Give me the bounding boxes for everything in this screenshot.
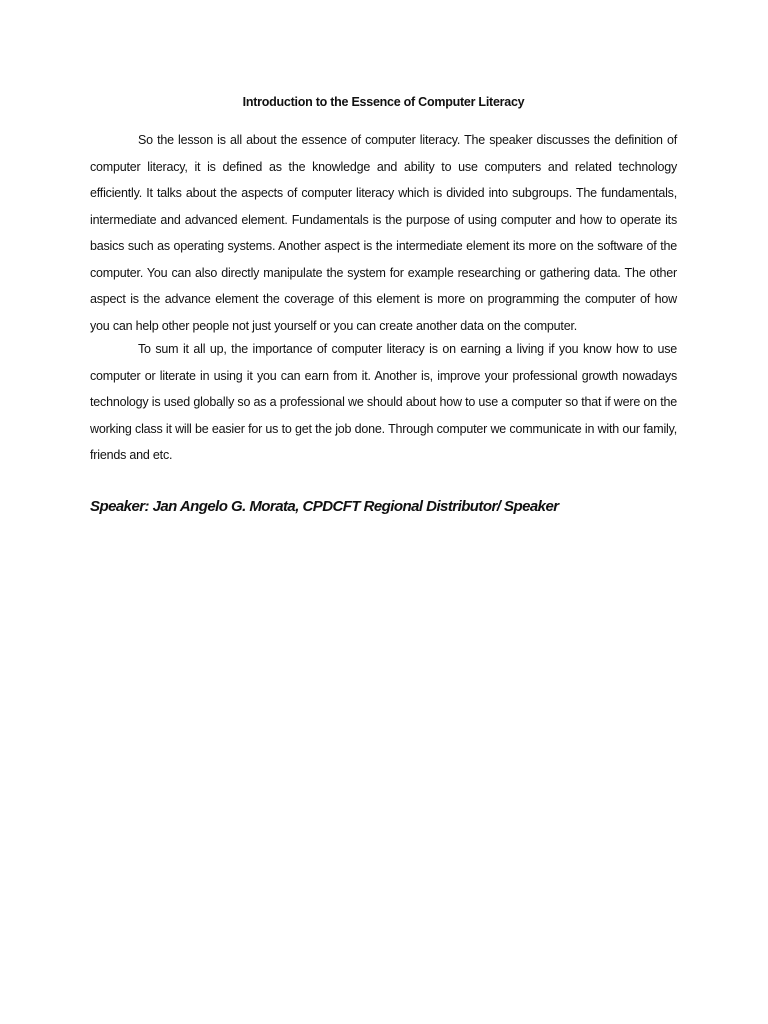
document-title: Introduction to the Essence of Computer Literacy <box>242 95 525 109</box>
speaker-credit: Speaker: Jan Angelo G. Morata, CPDCFT Regional Distributor/ Speaker <box>90 497 559 515</box>
paragraph-lesson-summary: So the lesson is all about the essence of computer literacy. The speaker discusses the definition of computer literacy, it is defined as the knowledge and ability to use computers and related technology efficiently. It talks about the aspects of computer literacy which is divided into subgroups. The fundamentals, intermediate and advanced element. Fundamentals is the purpose of using computer and how to operate its basics such as operating systems. Another aspect is the intermediate element its more on the software of the computer. You can also directly manipulate the system for example researching or gathering data. The other aspect is the advance element the coverage of this element is more on programming the computer of how you can help other people not just yourself or you can create another data on the computer. <box>90 133 677 333</box>
document-body <box>90 92 677 517</box>
paragraph-importance-summary: To sum it all up, the importance of computer literacy is on earning a living if you know how to use computer or literate in using it you can earn from it. Another is, improve your professional growth nowadays technology is used globally so as a professional we should about how to use a computer so that if were on the working class it will be easier for us to get the job done. Through computer we communicate in with our family, friends and etc. <box>90 342 677 462</box>
